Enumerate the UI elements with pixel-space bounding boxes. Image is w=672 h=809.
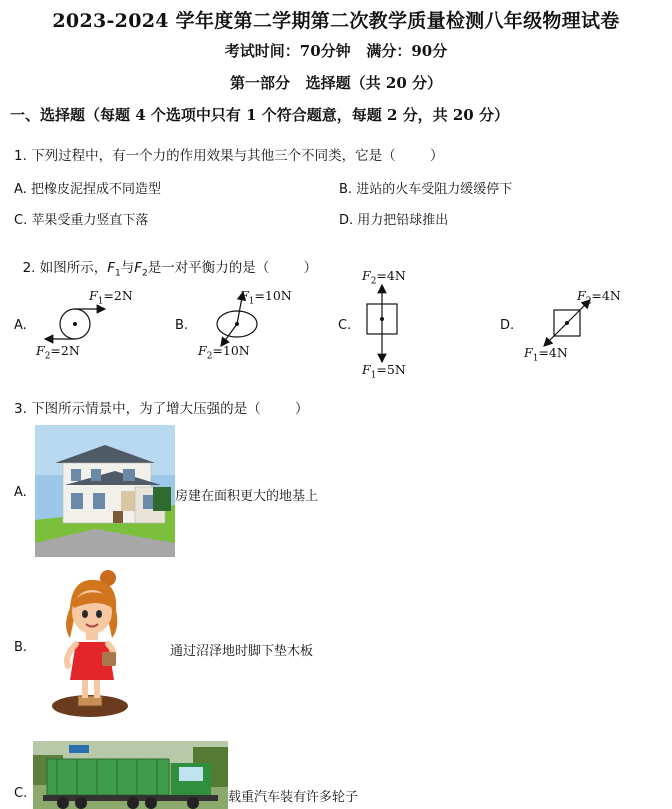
q2-diagram-c: [355, 280, 415, 370]
q2-stem-prefix: 2. 如图所示，: [22, 260, 108, 276]
q2-c-f1-label: $F_1=5N$: [362, 362, 406, 381]
house-image: [35, 425, 175, 557]
q2-b-f2-label: $F_2=10N$: [198, 343, 250, 362]
q3-option-c-letter[interactable]: C.: [14, 786, 28, 801]
option-text: 进站的火车受阻力缓缓停下: [356, 182, 513, 197]
q2-stem-f1: F: [107, 260, 116, 276]
option-letter: C.: [14, 213, 28, 228]
q2-stem-sub1: 1: [115, 268, 121, 279]
option-letter: D.: [339, 213, 354, 228]
q2-option-b-letter[interactable]: B.: [175, 318, 189, 333]
q2-stem-suffix: 是一对平衡力的是（ ）: [147, 260, 318, 276]
force-arrow-f1: [544, 323, 567, 346]
option-text: 用力把铅球推出: [357, 213, 449, 228]
q2-c-f2-label: $F_2=4N$: [362, 268, 406, 287]
q3-stem: 3. 下图所示情景中，为了增大压强的是（ ）: [14, 401, 309, 417]
q2-a-f1-label: $F_1=2N$: [89, 288, 133, 307]
q1-stem: 1. 下列过程中，有一个力的作用效果与其他三个不同类，它是（ ）: [14, 148, 444, 164]
q2-stem: [14, 240, 317, 279]
option-letter: B.: [339, 182, 353, 197]
q2-option-d-letter[interactable]: D.: [500, 318, 515, 333]
option-text: 苹果受重力竖直下落: [31, 213, 149, 228]
exam-info: 考试时间：70分钟 满分：90分: [224, 42, 448, 60]
option-text: 把橡皮泥捏成不同造型: [30, 182, 161, 197]
q3-option-b-letter[interactable]: B.: [14, 640, 28, 655]
option-letter: A.: [14, 182, 27, 197]
q2-d-f2-label: $F_2=4N$: [577, 288, 621, 307]
section-heading: 一、选择题（每题 4 个选项中只有 1 个符合题意，每题 2 分，共 20 分）: [10, 106, 509, 124]
q2-b-f1-label: $F_1=10N$: [240, 288, 292, 307]
q2-a-f2-label: $F_2=2N$: [36, 343, 80, 362]
part-heading: 第一部分 选择题（共 20 分）: [230, 74, 442, 92]
heavy-truck-image: [33, 741, 228, 809]
paper-title: 2023-2024 学年度第二学期第二次教学质量检测八年级物理试卷: [52, 10, 620, 32]
center-dot: [73, 322, 77, 326]
q3-option-c-text: 载重汽车装有许多轮子: [228, 790, 359, 805]
q2-stem-f2: F: [134, 260, 143, 276]
q2-d-f1-label: $F_1=4N$: [524, 345, 568, 364]
q1-option-a[interactable]: [14, 178, 161, 197]
q3-option-b-text: 通过沼泽地时脚下垫木板: [170, 644, 314, 659]
q1-option-d[interactable]: [339, 209, 448, 228]
q3-option-a-text: 房建在面积更大的地基上: [175, 489, 319, 504]
q1-option-c[interactable]: [14, 209, 148, 228]
q1-option-b[interactable]: [339, 178, 512, 197]
q3-option-a-letter[interactable]: A.: [14, 485, 27, 500]
q2-stem-mid: 与: [120, 260, 135, 276]
q2-stem-sub2: 2: [142, 268, 148, 279]
q2-option-a-letter[interactable]: A.: [14, 318, 27, 333]
girl-on-board-image: [40, 568, 140, 723]
q2-option-c-letter[interactable]: C.: [338, 318, 352, 333]
